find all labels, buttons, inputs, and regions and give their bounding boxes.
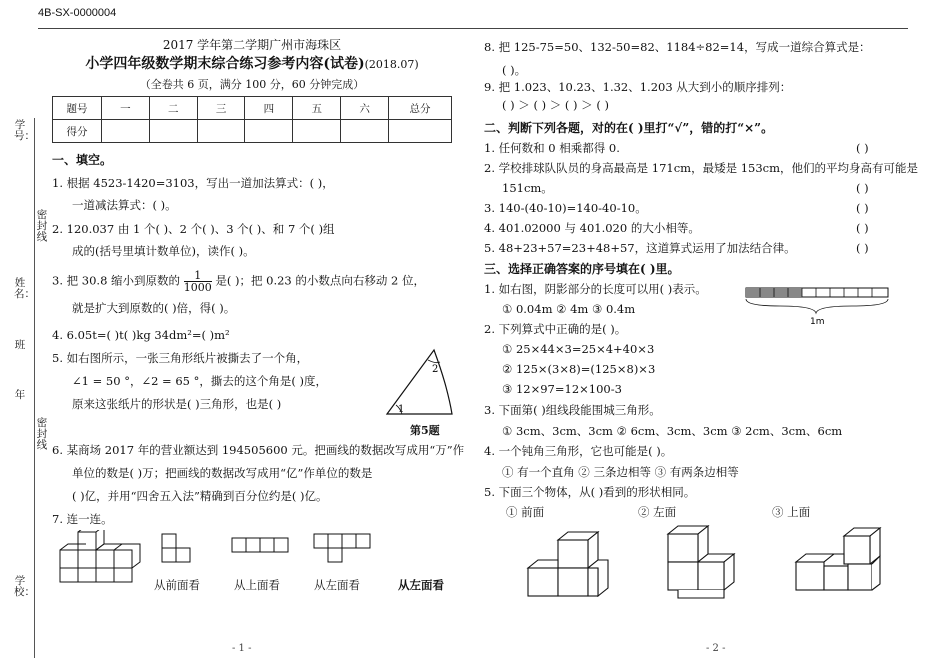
choice-q5: 5. 下面三个物体，从( )看到的形状相同。 — [484, 485, 696, 499]
ruler-label: 1m — [810, 317, 825, 326]
score-cell: 一 — [102, 97, 150, 120]
score-input-cell[interactable] — [149, 120, 197, 143]
judge-item-1: 1. 任何数和 0 相乘都得 0. — [484, 141, 620, 155]
score-cell: 总分 — [389, 97, 452, 120]
choice-q2-option1: ① 25×44×3=25×4+40×3 — [502, 342, 655, 356]
ruler-figure — [744, 282, 892, 326]
q5-line-c: 原来这张纸片的形状是( )三角形，也是( ) — [72, 397, 282, 411]
q9-line-b: ( ) ＞ ( ) ＞ ( ) ＞ ( ) — [502, 98, 609, 112]
score-input-cell[interactable] — [197, 120, 245, 143]
sidebar-grade: 年 — [14, 389, 26, 401]
sidebar-seal-line-1: 密封线 — [36, 209, 48, 243]
exam-note: （全卷共 6 页，满分 100 分，60 分钟完成） — [139, 78, 365, 91]
section3-heading: 三、选择正确答案的序号填在( )里。 — [484, 262, 680, 276]
view-shape-3 — [312, 530, 372, 564]
cube-object-3 — [790, 522, 886, 604]
section2-heading: 二、判断下列各题，对的在( )里打“√”，错的打“×”。 — [484, 121, 774, 135]
choice-q3-options: ① 3cm、3cm、3cm ② 6cm、3cm、3cm ③ 2cm、3cm、6cm — [502, 424, 843, 438]
q3-line-a — [52, 270, 425, 293]
section1-heading: 一、填空。 — [52, 153, 113, 167]
judge-blank-5[interactable]: ( ) — [856, 241, 869, 255]
score-table-score-row — [53, 120, 452, 143]
cube-stack-figure — [58, 530, 148, 584]
exam-date: (2018.07) — [364, 58, 419, 71]
view-label-top: 从上面看 — [234, 578, 280, 592]
sidebar-class: 班 — [14, 339, 26, 351]
view-label-left-bold: 从左面看 — [398, 578, 444, 592]
fraction-numerator: 1 — [184, 270, 212, 282]
choice-q3: 3. 下面第( )组线段能围城三角形。 — [484, 403, 661, 417]
judge-item-2: 2. 学校排球队队员的身高最高是 171cm，最矮是 153cm，他们的平均身高有可能是 — [484, 161, 919, 175]
judge-item-5: 5. 48+23+57=23+48+57，这道算式运用了加法结合律。 — [484, 241, 796, 255]
sidebar-seal-line-2: 密封线 — [36, 417, 48, 451]
choice-q5-option2: ② 左面 — [638, 505, 677, 519]
choice-q5-option1: ① 前面 — [506, 505, 545, 519]
judge-item-2-cont: 151cm。 — [502, 181, 553, 195]
exam-title — [52, 57, 452, 72]
q3-text-2: 是( )；把 0.23 的小数点向右移动 2 位， — [215, 273, 426, 288]
q5-line-a: 5. 如右图所示，一张三角形纸片被撕去了一个角， — [52, 351, 309, 365]
document-code: 4B-SX-0000004 — [38, 7, 117, 19]
score-cell: 六 — [341, 97, 389, 120]
q8-line-b: ( )。 — [502, 63, 527, 77]
ruler-brace — [746, 299, 888, 313]
q5-line-b: ∠1 = 50 °，∠2 = 65 °，撕去的这个角是( )度， — [72, 374, 328, 388]
score-cell: 三 — [197, 97, 245, 120]
binding-line — [34, 118, 35, 658]
q5-figure-caption: 第5题 — [410, 424, 440, 437]
choice-q2: 2. 下列算式中正确的是( )。 — [484, 322, 627, 336]
q6-line-a: 6. 某商场 2017 年的营业额达到 194505600 元。把画线的数据改写成用“万”作 — [52, 443, 465, 457]
angle2-label: 2 — [432, 364, 439, 375]
score-cell: 四 — [245, 97, 293, 120]
q9-line-a: 9. 把 1.023、10.23、1.32、1.203 从大到小的顺序排列： — [484, 80, 792, 94]
cube-object-1 — [518, 522, 618, 604]
judge-blank-4[interactable]: ( ) — [856, 221, 869, 235]
exam-heading-line: 2017 学年第二学期广州市海珠区 — [162, 38, 342, 52]
score-cell: 五 — [293, 97, 341, 120]
score-table-header-row — [53, 97, 452, 120]
score-table — [52, 96, 452, 143]
q2-line-a: 2. 120.037 由 1 个( )、2 个( )、3 个( )、和 7 个( )组 — [52, 222, 335, 236]
score-cell: 二 — [149, 97, 197, 120]
choice-q4-options: ① 有一个直角 ② 三条边相等 ③ 有两条边相等 — [502, 465, 739, 479]
score-input-cell[interactable] — [245, 120, 293, 143]
choice-q2-option3: ③ 12×97=12×100-3 — [502, 382, 622, 396]
choice-q2-option2: ② 125×(3×8)=(125×8)×3 — [502, 362, 656, 376]
score-input-cell[interactable] — [341, 120, 389, 143]
score-input-cell[interactable] — [389, 120, 452, 143]
view-label-front: 从前面看 — [154, 578, 200, 592]
q1-line-b: 一道减法算式：( )。 — [72, 198, 177, 212]
score-input-cell[interactable] — [102, 120, 150, 143]
judge-item-3: 3. 140-(40-10)=140-40-10。 — [484, 201, 647, 215]
top-rule — [38, 28, 908, 29]
triangle-shape — [387, 350, 452, 414]
judge-blank-1[interactable]: ( ) — [856, 141, 869, 155]
judge-blank-2[interactable]: ( ) — [856, 181, 869, 195]
angle1-label: 1 — [398, 404, 405, 415]
choice-q1: 1. 如右图，阴影部分的长度可以用( )表示。 — [484, 282, 707, 296]
q4-line: 4. 6.05t=( )t( )kg 34dm²=( )m² — [52, 328, 230, 342]
page-number-1: - 1 - — [232, 643, 252, 654]
score-input-cell[interactable] — [293, 120, 341, 143]
q6-line-b: 单位的数是( )万；把画线的数据改写成用“亿”作单位的数是 — [72, 466, 373, 480]
exam-title-text: 小学四年级数学期末综合练习参考内容(试卷) — [85, 56, 365, 72]
view-shape-1 — [158, 530, 198, 570]
q1-line-a: 1. 根据 4523-1420=3103，写出一道加法算式：( )， — [52, 176, 334, 190]
q3-text-1: 3. 把 30.8 缩小到原数的 — [52, 273, 181, 288]
judge-blank-3[interactable]: ( ) — [856, 201, 869, 215]
choice-q5-option3: ③ 上面 — [772, 505, 811, 519]
torn-triangle-figure — [380, 342, 460, 422]
view-shape-2 — [230, 534, 290, 558]
sidebar-student-id: 学号： — [14, 119, 35, 142]
q3-line-b: 就是扩大到原数的( )倍，得( )。 — [72, 301, 236, 315]
sidebar-name: 姓名： — [14, 277, 35, 300]
choice-q1-options: ① 0.04m ② 4m ③ 0.4m — [502, 302, 636, 316]
score-cell: 得分 — [53, 120, 102, 143]
fraction-denominator: 1000 — [183, 281, 212, 294]
q7-line: 7. 连一连。 — [52, 512, 113, 526]
choice-q4: 4. 一个钝角三角形，它也可能是( )。 — [484, 444, 673, 458]
judge-item-4: 4. 401.02000 与 401.020 的大小相等。 — [484, 221, 700, 235]
sidebar-school: 学校： — [14, 575, 35, 598]
q3-fraction — [184, 270, 212, 293]
q6-line-c: ( )亿，并用“四舍五入法”精确到百分位约是( )亿。 — [72, 489, 328, 503]
score-cell: 题号 — [53, 97, 102, 120]
q8-line-a: 8. 把 125-75=50、132-50=82、1184÷82=14，写成一道综合算式是： — [484, 40, 871, 54]
q2-line-b: 成的(括号里填计数单位)，读作( )。 — [72, 244, 255, 258]
view-label-left: 从左面看 — [314, 578, 360, 592]
page-number-2: - 2 - — [706, 643, 726, 654]
cube-object-2 — [656, 522, 742, 608]
